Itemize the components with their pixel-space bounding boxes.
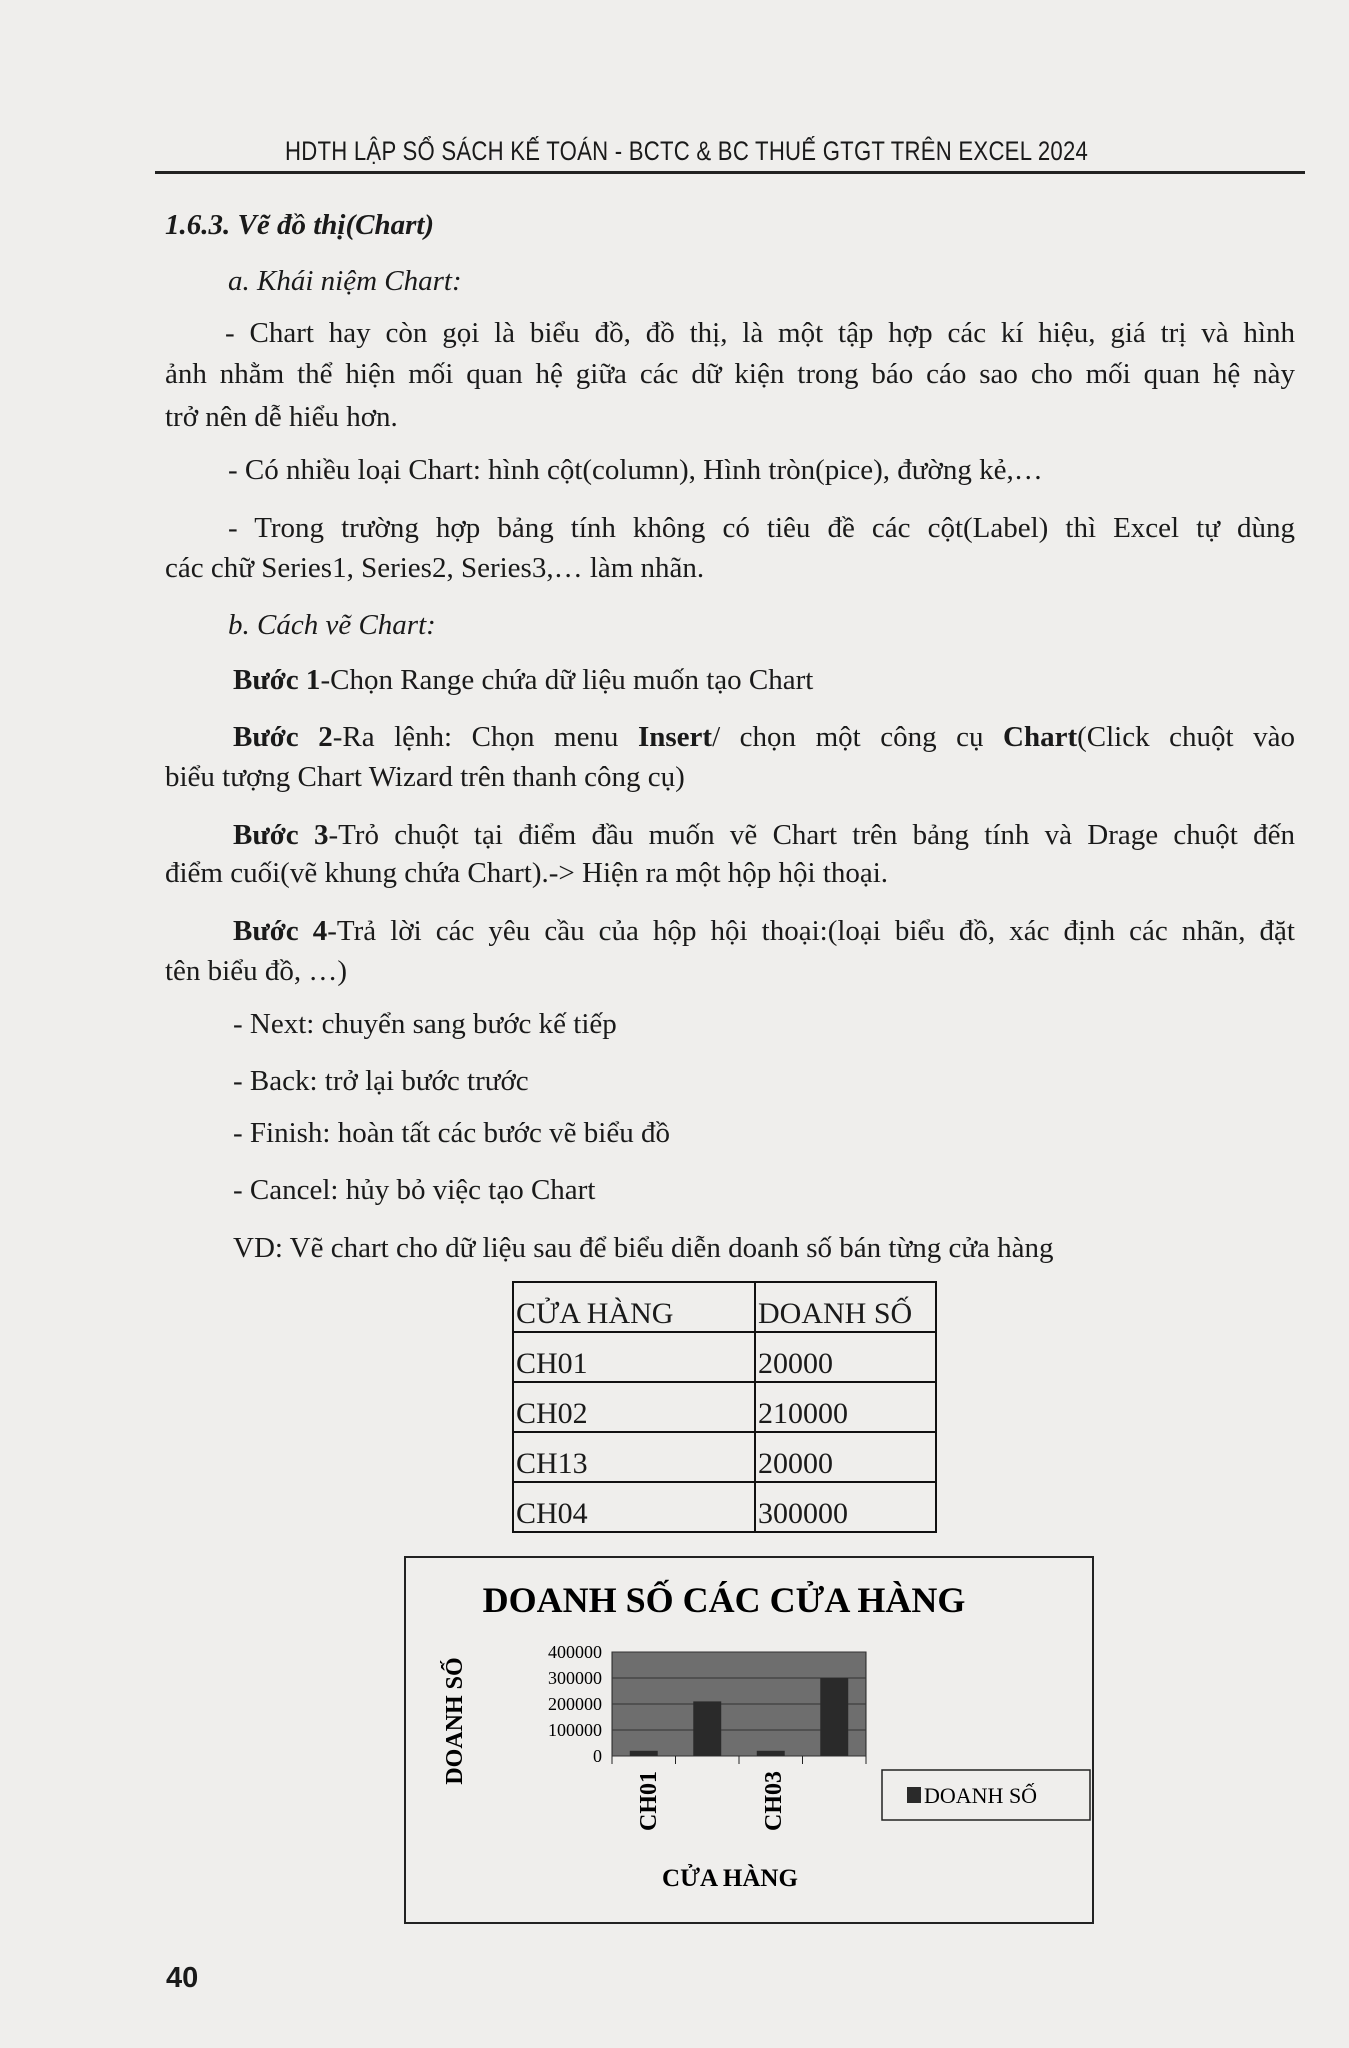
table-cell: 210000 [755,1382,936,1432]
table-row [513,1482,936,1532]
para-line: điểm cuối(vẽ khung chứa Chart).-> Hiện ra một hộp hội thoại. [165,857,889,889]
legend [882,1770,1090,1820]
table-cell: 300000 [755,1482,936,1532]
legend-label: DOANH SỐ [924,1783,1038,1808]
example-text: VD: Vẽ chart cho dữ liệu sau để biểu diễn doanh số bán từng cửa hàng [233,1232,1054,1264]
step-label: Bước 2 [233,721,333,753]
header-rule [155,171,1305,174]
y-tick-label: 400000 [548,1642,602,1662]
table-row [513,1382,936,1432]
bar-CH04 [820,1678,848,1756]
legend-swatch [907,1787,921,1803]
table-row [513,1332,936,1382]
table-header-row [513,1282,936,1332]
step-text: -Ra lệnh: Chọn menu [332,721,638,753]
x-tick-label: CH03 [761,1771,787,1831]
para-line: ảnh nhằm thể hiện mối quan hệ giữa các dữ kiện trong báo cáo sao cho mối quan hệ này [165,358,1295,390]
step-text: -Trả lời các yêu cầu của hộp hội thoại:(loại biểu đồ, xác định các nhãn, đặt [327,915,1295,947]
step-text: Chart [1003,721,1078,753]
chart-title: DOANH SỐ CÁC CỬA HÀNG [482,1580,966,1620]
bullet-cancel: - Cancel: hủy bỏ việc tạo Chart [233,1174,596,1206]
running-header: HDTH LẬP SỔ SÁCH KẾ TOÁN - BCTC & BC THUẾ GTGT TRÊN EXCEL 2024 [285,136,1089,166]
step-text: -Trỏ chuột tại điểm đầu muốn vẽ Chart trên bảng tính và Drage chuột đến [328,819,1295,851]
bar-CH01 [630,1751,658,1756]
step-text: Insert [637,721,713,753]
table-header: CỬA HÀNG [513,1282,755,1332]
y-tick-label: 300000 [548,1668,602,1688]
x-axis-title: CỬA HÀNG [662,1865,798,1892]
bullet-finish: - Finish: hoàn tất các bước vẽ biểu đồ [233,1117,670,1149]
para-line: trở nên dễ hiểu hơn. [165,401,398,433]
para-line: các chữ Series1, Series2, Series3,… làm nhãn. [165,552,705,584]
plot-area [548,1642,866,1766]
para-line: tên biểu đồ, …) [165,955,348,987]
table-cell: 20000 [755,1332,936,1382]
data-table [512,1281,937,1533]
x-tick-label: CH01 [636,1771,662,1831]
step-label: Bước 1 [233,664,321,696]
y-tick-label: 200000 [548,1694,602,1714]
y-tick-label: 100000 [548,1720,602,1740]
para-line: biểu tượng Chart Wizard trên thanh công cụ) [165,761,685,793]
step-2 [165,720,1295,754]
step-text: -Chọn Range chứa dữ liệu muốn tạo Chart [320,664,814,696]
bullet-back: - Back: trở lại bước trước [233,1065,529,1097]
table-cell: 20000 [755,1432,936,1482]
table-cell: CH04 [513,1482,755,1532]
step-label: Bước 3 [233,819,329,851]
step-text: (Click chuột vào [1077,721,1295,753]
bar-CH02 [693,1701,721,1756]
para-line: - Chart hay còn gọi là biểu đồ, đồ thị, là một tập hợp các kí hiệu, giá trị và hình [225,317,1295,349]
para-line: - Trong trường hợp bảng tính không có tiêu đề các cột(Label) thì Excel tự dùng [228,512,1295,544]
table-row [513,1432,936,1482]
section-title: 1.6.3. Vẽ đồ thị(Chart) [165,209,435,241]
step-4 [165,914,1295,948]
bar-CH13 [757,1751,785,1756]
y-axis-title: DOANH SỐ [442,1657,468,1785]
table-cell: CH13 [513,1432,755,1482]
step-1 [233,663,1295,697]
para-line: - Có nhiều loại Chart: hình cột(column), Hình tròn(pice), đường kẻ,… [228,454,1043,486]
bullet-next: - Next: chuyển sang bước kế tiếp [233,1008,617,1040]
subheading-a: a. Khái niệm Chart: [228,265,462,297]
table-header: DOANH SỐ [755,1282,936,1332]
subheading-b: b. Cách vẽ Chart: [228,609,436,641]
bar-chart [404,1556,1094,1924]
step-3 [165,818,1295,852]
table-cell: CH02 [513,1382,755,1432]
step-label: Bước 4 [233,915,328,947]
table-cell: CH01 [513,1332,755,1382]
y-tick-label: 0 [593,1746,602,1766]
chart-canvas [404,1556,1094,1924]
page-number: 40 [166,1962,199,1994]
step-text: / chọn một công cụ [712,721,1004,753]
